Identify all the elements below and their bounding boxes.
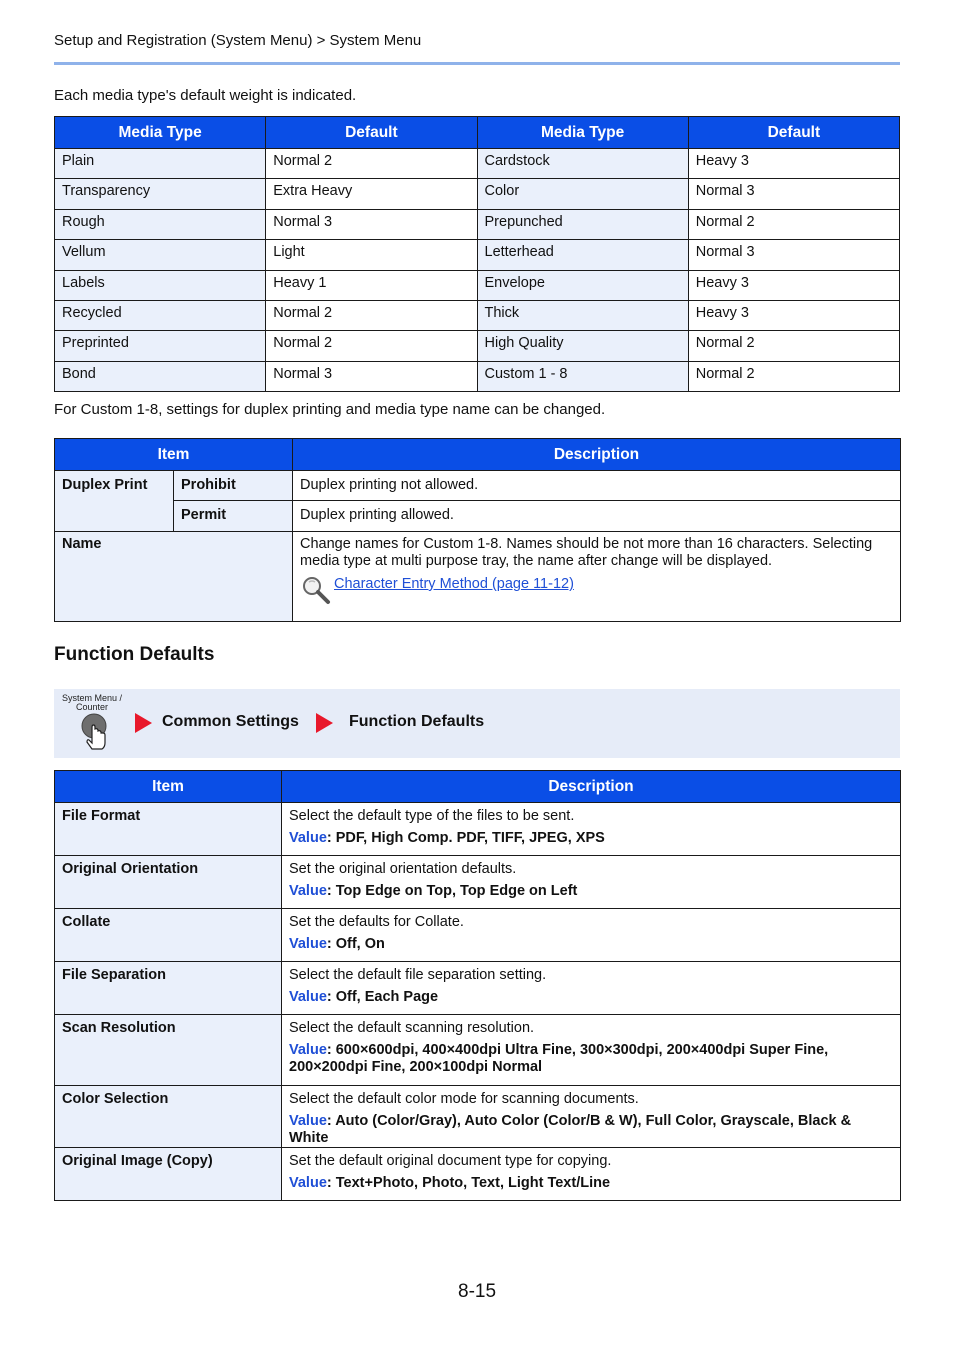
default-weight-cell: Heavy 1 (266, 270, 477, 300)
media-type-cell: Prepunched (477, 209, 688, 239)
value-label: Value (289, 989, 327, 1005)
header-rule (54, 62, 900, 65)
default-weight-cell: Normal 3 (266, 209, 477, 239)
column-header: Description (293, 439, 901, 471)
default-weight-cell: Heavy 3 (688, 300, 899, 330)
column-header: Item (55, 439, 293, 471)
name-label: Name (55, 532, 293, 622)
media-type-cell: Custom 1 - 8 (477, 361, 688, 391)
table-row (55, 361, 900, 391)
function-description-cell (282, 909, 901, 962)
table-row (55, 962, 901, 1015)
media-type-table (54, 116, 900, 392)
value-label: Value (289, 830, 327, 846)
column-header: Default (688, 117, 899, 149)
column-header: Default (266, 117, 477, 149)
section-title: Function Defaults (54, 644, 215, 665)
media-type-cell: Color (477, 179, 688, 209)
table-row (55, 1086, 901, 1148)
default-weight-cell: Normal 3 (266, 361, 477, 391)
media-type-cell: Letterhead (477, 240, 688, 270)
default-weight-cell: Normal 3 (688, 240, 899, 270)
media-type-cell: Labels (55, 270, 266, 300)
table-row (55, 471, 901, 501)
function-value-line (289, 989, 893, 1006)
table-row (55, 331, 900, 361)
default-weight-cell: Normal 2 (266, 300, 477, 330)
default-weight-cell: Heavy 3 (688, 270, 899, 300)
custom-settings-table (54, 438, 901, 622)
function-description-cell (282, 803, 901, 856)
function-value-line (289, 830, 893, 847)
function-description: Select the default scanning resolution. (289, 1020, 535, 1036)
function-description-cell (282, 1148, 901, 1201)
key-label-line: System Menu / (62, 693, 123, 703)
function-value-line (289, 883, 893, 900)
table-row (55, 300, 900, 330)
function-description-cell (282, 1015, 901, 1086)
function-description: Set the defaults for Collate. (289, 914, 464, 930)
page-number: 8-15 (458, 1281, 497, 1302)
name-description: Change names for Custom 1-8. Names should be not more than 16 characters. Selecting media type at multi purpose tray, the name after change will be displayed. (300, 536, 873, 569)
default-weight-cell: Normal 2 (266, 331, 477, 361)
table-row (55, 270, 900, 300)
path-step-common-settings: Common Settings (162, 713, 299, 730)
name-description-cell (293, 532, 901, 622)
media-type-cell: Recycled (55, 300, 266, 330)
table-row (55, 1148, 901, 1201)
intro-text: Each media type's default weight is indicated. (54, 87, 357, 104)
character-entry-link[interactable]: Character Entry Method (page 11-12) (334, 576, 574, 592)
table-row (55, 209, 900, 239)
value-options: : PDF, High Comp. PDF, TIFF, JPEG, XPS (326, 830, 605, 846)
media-type-cell: Vellum (55, 240, 266, 270)
default-weight-cell: Normal 3 (688, 179, 899, 209)
table-row (55, 240, 900, 270)
function-item-name: File Separation (55, 962, 282, 1015)
table-header-row (55, 771, 901, 803)
function-value-line (289, 1042, 893, 1076)
column-header: Item (55, 771, 282, 803)
function-value-line (289, 936, 893, 953)
column-header: Media Type (477, 117, 688, 149)
media-type-cell: Bond (55, 361, 266, 391)
function-item-name: Color Selection (55, 1086, 282, 1148)
table-row (55, 149, 900, 179)
reference-row (300, 576, 893, 606)
function-value-line (289, 1113, 893, 1147)
function-description-cell (282, 1086, 901, 1148)
function-value-line (289, 1175, 893, 1192)
value-label: Value (289, 1175, 327, 1191)
key-label-line: Counter (76, 702, 109, 712)
media-type-cell: Plain (55, 149, 266, 179)
table-row (55, 501, 901, 532)
function-item-name: Original Orientation (55, 856, 282, 909)
table-row (55, 856, 901, 909)
custom-note: For Custom 1-8, settings for duplex printing and media type name can be changed. (54, 401, 606, 418)
default-weight-cell: Normal 2 (688, 331, 899, 361)
media-type-cell: Thick (477, 300, 688, 330)
function-defaults-table (54, 770, 901, 1201)
function-description-cell (282, 856, 901, 909)
path-step-function-defaults: Function Defaults (349, 713, 485, 730)
table-row (55, 803, 901, 856)
permit-label: Permit (174, 501, 293, 532)
media-type-cell: Transparency (55, 179, 266, 209)
system-menu-key-icon (80, 713, 110, 753)
value-options: : Off, Each Page (326, 989, 439, 1005)
value-options: : Auto (Color/Gray), Auto Color (Color/B & W), Full Color, Grayscale, Black & White (289, 1113, 852, 1146)
function-description: Set the original orientation defaults. (289, 861, 517, 877)
path-arrow-icon (316, 713, 333, 733)
value-label: Value (289, 1113, 327, 1129)
function-item-name: Scan Resolution (55, 1015, 282, 1086)
running-header: Setup and Registration (System Menu) > System Menu (54, 32, 422, 49)
media-type-cell: Preprinted (55, 331, 266, 361)
navigation-path-bar (54, 689, 900, 758)
column-header: Media Type (55, 117, 266, 149)
default-weight-cell: Extra Heavy (266, 179, 477, 209)
table-row (55, 179, 900, 209)
function-description: Select the default type of the files to be sent. (289, 808, 575, 824)
value-options: : Off, On (326, 936, 385, 952)
default-weight-cell: Light (266, 240, 477, 270)
function-item-name: File Format (55, 803, 282, 856)
media-type-cell: Envelope (477, 270, 688, 300)
magnifier-icon (300, 574, 332, 606)
function-description: Set the default original document type for copying. (289, 1153, 612, 1169)
value-label: Value (289, 936, 327, 952)
table-row (55, 909, 901, 962)
default-weight-cell: Heavy 3 (688, 149, 899, 179)
table-row (55, 1015, 901, 1086)
value-label: Value (289, 883, 327, 899)
permit-description: Duplex printing allowed. (293, 501, 901, 532)
table-header-row (55, 439, 901, 471)
default-weight-cell: Normal 2 (688, 361, 899, 391)
value-options: : 600×600dpi, 400×400dpi Ultra Fine, 300×300dpi, 200×400dpi Super Fine, 200×200dpi Fine, 200×100dpi Normal (289, 1042, 829, 1075)
function-description-cell (282, 962, 901, 1015)
media-type-cell: Rough (55, 209, 266, 239)
value-label: Value (289, 1042, 327, 1058)
media-type-cell: Cardstock (477, 149, 688, 179)
prohibit-description: Duplex printing not allowed. (293, 471, 901, 501)
duplex-print-label: Duplex Print (55, 471, 174, 532)
media-type-cell: High Quality (477, 331, 688, 361)
default-weight-cell: Normal 2 (688, 209, 899, 239)
table-row (55, 532, 901, 622)
function-item-name: Collate (55, 909, 282, 962)
default-weight-cell: Normal 2 (266, 149, 477, 179)
table-header-row (55, 117, 900, 149)
system-menu-key-label (62, 694, 122, 712)
column-header: Description (282, 771, 901, 803)
value-options: : Top Edge on Top, Top Edge on Left (326, 883, 578, 899)
function-description: Select the default file separation setting. (289, 967, 547, 983)
prohibit-label: Prohibit (174, 471, 293, 501)
function-description: Select the default color mode for scanning documents. (289, 1091, 639, 1107)
function-item-name: Original Image (Copy) (55, 1148, 282, 1201)
value-options: : Text+Photo, Photo, Text, Light Text/Line (326, 1175, 611, 1191)
path-arrow-icon (135, 713, 152, 733)
